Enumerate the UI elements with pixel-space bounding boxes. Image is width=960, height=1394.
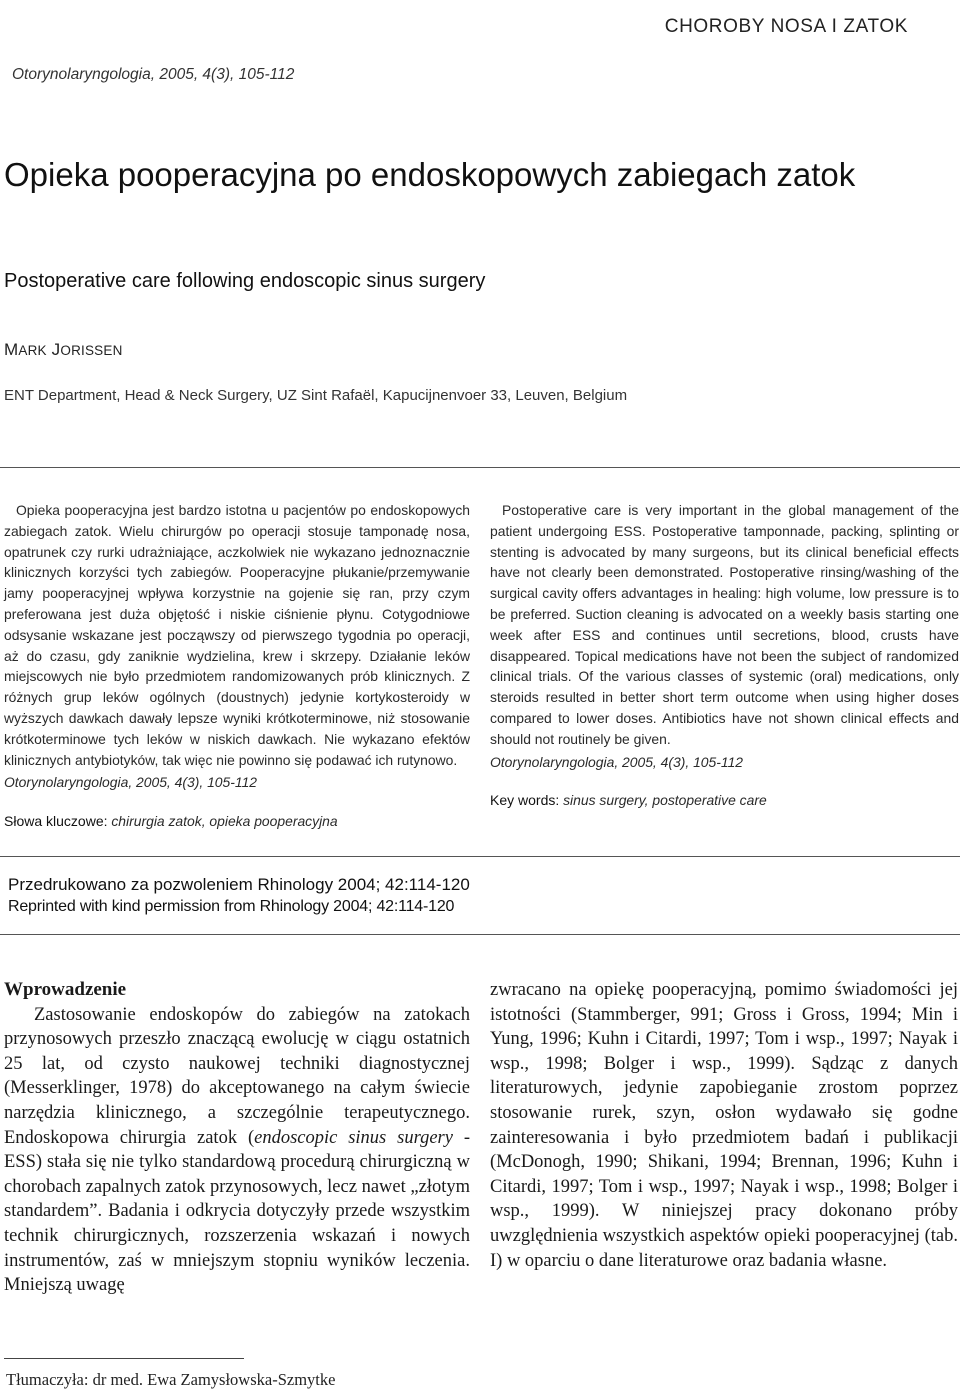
divider [0, 467, 960, 468]
abstract-text: Postoperative care is very important in the global management of the patient undergoing ESS. Postoperative tamponnade, packing, splinting or stenting is advocated by many surgeons, but its clinical beneficial effects have not clearly been demonstrated. Postoperative rinsing/washing of the surgical cavity offers advantages in healing: high volume, low pressure is to be preferred. Suction cleaning is advocated on a weekly basis starting one week after ESS and continues until secretions, blood, crusts have disappeared. Topical medications have not been the subject of randomized clinical trials. Of the various classes of systemic (oral) medications, only steroids resulted in better short term outcome when using higher doses compared to lower doses. Antibiotics have not shown clinical effects and should not routinely be given. [490, 502, 959, 747]
section-heading: Wprowadzenie [4, 979, 127, 1000]
journal-citation: Otorynolaryngologia, 2005, 4(3), 105-112 [12, 66, 295, 83]
body-text: - ESS) stała się nie tylko standardową procedurą chirurgiczną w chorobach zapalnych zatok przynosowych, lecz nawet „złotym standardem”. Badania i odkrycia dotyczyły przede wszystkim technik chirurgicznych, rozszerzenia wskazań i nowych instrumentów, zaś w mniejszym stopniu wyników leczenia. Mniejszą uwagę [4, 1127, 470, 1296]
keywords [4, 811, 470, 832]
author-affiliation: ENT Department, Head & Neck Surgery, UZ Sint Rafaël, Kapucijnenvoer 33, Leuven, Belgium [4, 387, 628, 404]
article-title: Opieka pooperacyjna po endoskopowych zabiegach zatok [4, 156, 856, 193]
translator-note: Tłumaczyła: dr med. Ewa Zamysłowska-Szmytke [6, 1370, 336, 1389]
body-paragraph [4, 1003, 470, 1298]
body-paragraph: zwracano na opiekę pooperacyjną, pomimo świadomości jej istotności (Stammberger, 991; Gross i Gross, 1994; Min i Yung, 1996; Kuhn i Citardi, 1997; Tom i wsp., 1997; Nayak i wsp., 1998; Bolger i wsp., 1999). Sądząc z danych literaturowych, jedynie zapobieganie zrostom poprzez stosowanie rurek, szyn, osłon wydawało się godne zainteresowania i było przedmiotem badań i publikacji (McDonogh, 1990; Shikani, 1994; Brennan, 1996; Kuhn i Citardi, 1997; Tom i wsp., 1997; Nayak i wsp., 1998; Bolger i wsp., 1999). W niniejszej pracy dokonano próby uwzględnienia wszystkich aspektów opieki pooperacyjnej (tab. I) w oparciu o dane literaturowe oraz badania własne. [490, 980, 958, 1271]
reprint-notice [8, 874, 470, 918]
abstract-citation: Otorynolaryngologia, 2005, 4(3), 105-112 [490, 753, 744, 770]
abstract-citation: Otorynolaryngologia, 2005, 4(3), 105-112 [4, 774, 258, 791]
body-column-left [4, 978, 470, 1298]
divider [0, 856, 960, 857]
section-tag: CHOROBY NOSA I ZATOK [664, 16, 908, 37]
reprint-notice-polish: Przedrukowano za pozwoleniem Rhinology 2004; 42:114-120 [8, 875, 470, 894]
author-first-rest: ARK [18, 343, 47, 358]
keywords [490, 790, 959, 811]
article-subtitle: Postoperative care following endoscopic sinus surgery [4, 270, 486, 292]
reprint-notice-english: Reprinted with kind permission from Rhinology 2004; 42:114-120 [8, 898, 455, 915]
abstract-english [490, 500, 959, 811]
abstract-polish [4, 500, 470, 832]
keywords-label: Słowa kluczowe: [4, 813, 108, 830]
abstract-text: Opieka pooperacyjna jest bardzo istotna u pacjentów po endoskopowych zabiegach zatok. Wielu chirurgów po operacji stosuje tamponadę nosa, opatrunek czy rurki udrażniające, aczkolwiek nie wykazano jednoznacznie klinicznych korzyści tych zabiegów. Pooperacyjne płukanie/przemywanie jamy pooperacyjnej wpływa korzystnie na gojenie się ran, przy czym preferowana jest duża objętość i niskie ciśnienie płynu. Cotygodniowe odsysanie wskazane jest począwszy od pierwszego tygodnia po operacji, aż do czasu, gdy zaniknie wydzielina, krew i skrzepy. Działanie leków miejscowych nie było przedmiotem randomizowanych prób klinicznych. Z różnych grup leków ogólnych (doustnych) jedynie kortykosteroidy w wyższych dawkach dawały lepsze wyniki krótkoterminowe, niż stosowanie krótkoterminowe tych leków w niskich dawkach. Nie wykazano efektów klinicznych antybiotyków, tak więc nie powinno się podawać ich rutynowo. [4, 502, 470, 768]
body-column-right [490, 978, 958, 1273]
author-name [4, 340, 123, 360]
body-term: endoscopic sinus surgery [254, 1127, 453, 1148]
author-last-rest: ORISSEN [60, 343, 123, 358]
body-text: Zastosowanie endoskopów do zabiegów na zatokach przynosowych przeszło znaczącą ewolucję w ciągu ostatnich 25 lat, od czysto naukowej techniki diagnostycznej (Messerklinger, 1978) do akceptowanego na całym świecie narzędzia klinicznego, a szczególnie terapeutycznego. Endoskopowa chirurgia zatok ( [4, 1004, 470, 1148]
divider [0, 934, 960, 935]
author-initial: M [4, 340, 19, 359]
footnote-divider [4, 1358, 244, 1359]
keywords-value: chirurgia zatok, opieka pooperacyjna [111, 813, 338, 830]
author-last-initial: J [51, 340, 61, 359]
keywords-label: Key words: [490, 792, 560, 809]
keywords-value: sinus surgery, postoperative care [563, 792, 767, 809]
